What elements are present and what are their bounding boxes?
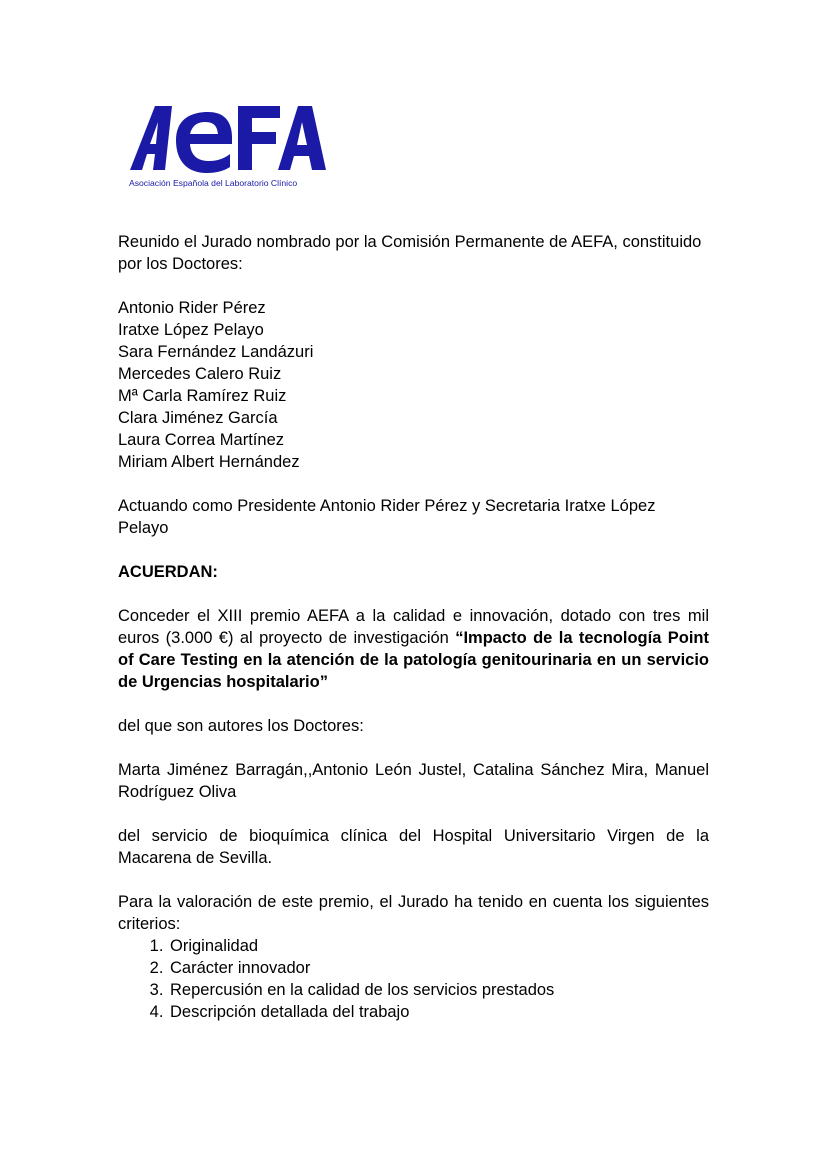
- jury-member: Laura Correa Martínez: [118, 431, 284, 449]
- intro-paragraph: Reunido el Jurado nombrado por la Comisión Permanente de AEFA, constituido por los Doctores:: [118, 233, 702, 273]
- authors-intro: del que son autores los Doctores:: [118, 717, 364, 735]
- authors-list: Marta Jiménez Barragán,,Antonio León Justel, Catalina Sánchez Mira, Manuel Rodríguez Oliva: [118, 761, 709, 801]
- jury-member: Mercedes Calero Ruiz: [118, 365, 282, 383]
- logo-subtitle: Asociación Española del Laboratorio Clínico: [129, 178, 298, 188]
- criteria-item: 3. Repercusión en la calidad de los servicios prestados: [168, 979, 709, 1001]
- award-text: Conceder el XIII premio AEFA a la calidad e innovación, dotado con tres mil euros (3.000 €) al proyecto de investigación: [118, 607, 709, 647]
- aefa-logo-graphic: [128, 104, 328, 190]
- criteria-list: [118, 935, 709, 1023]
- jury-member: Miriam Albert Hernández: [118, 453, 300, 471]
- jury-member: Mª Carla Ramírez Ruiz: [118, 387, 287, 405]
- institution-paragraph: del servicio de bioquímica clínica del Hospital Universitario Virgen de la Macarena de Sevilla.: [118, 827, 709, 867]
- project-title: “Impacto de la tecnología Point of Care Testing en la atención de la patología genitourinaria en un servicio de Urgencias hospitalario”: [118, 629, 709, 691]
- jury-member: Sara Fernández Landázuri: [118, 343, 314, 361]
- criteria-item: 4. Descripción detallada del trabajo: [168, 1001, 709, 1023]
- jury-list: [118, 297, 709, 473]
- document-body: [118, 231, 709, 1023]
- jury-member: Iratxe López Pelayo: [118, 321, 264, 339]
- agree-heading: ACUERDAN:: [118, 563, 218, 581]
- jury-member: Antonio Rider Pérez: [118, 299, 266, 317]
- aefa-logo: [128, 104, 328, 190]
- criteria-intro: Para la valoración de este premio, el Jurado ha tenido en cuenta los siguientes criterios:: [118, 893, 709, 933]
- criteria-item: 2. Carácter innovador: [168, 957, 709, 979]
- jury-member: Clara Jiménez García: [118, 409, 278, 427]
- acting-paragraph: Actuando como Presidente Antonio Rider Pérez y Secretaria Iratxe López Pelayo: [118, 497, 656, 537]
- criteria-item: 1. Originalidad: [168, 935, 709, 957]
- award-paragraph: [118, 605, 709, 693]
